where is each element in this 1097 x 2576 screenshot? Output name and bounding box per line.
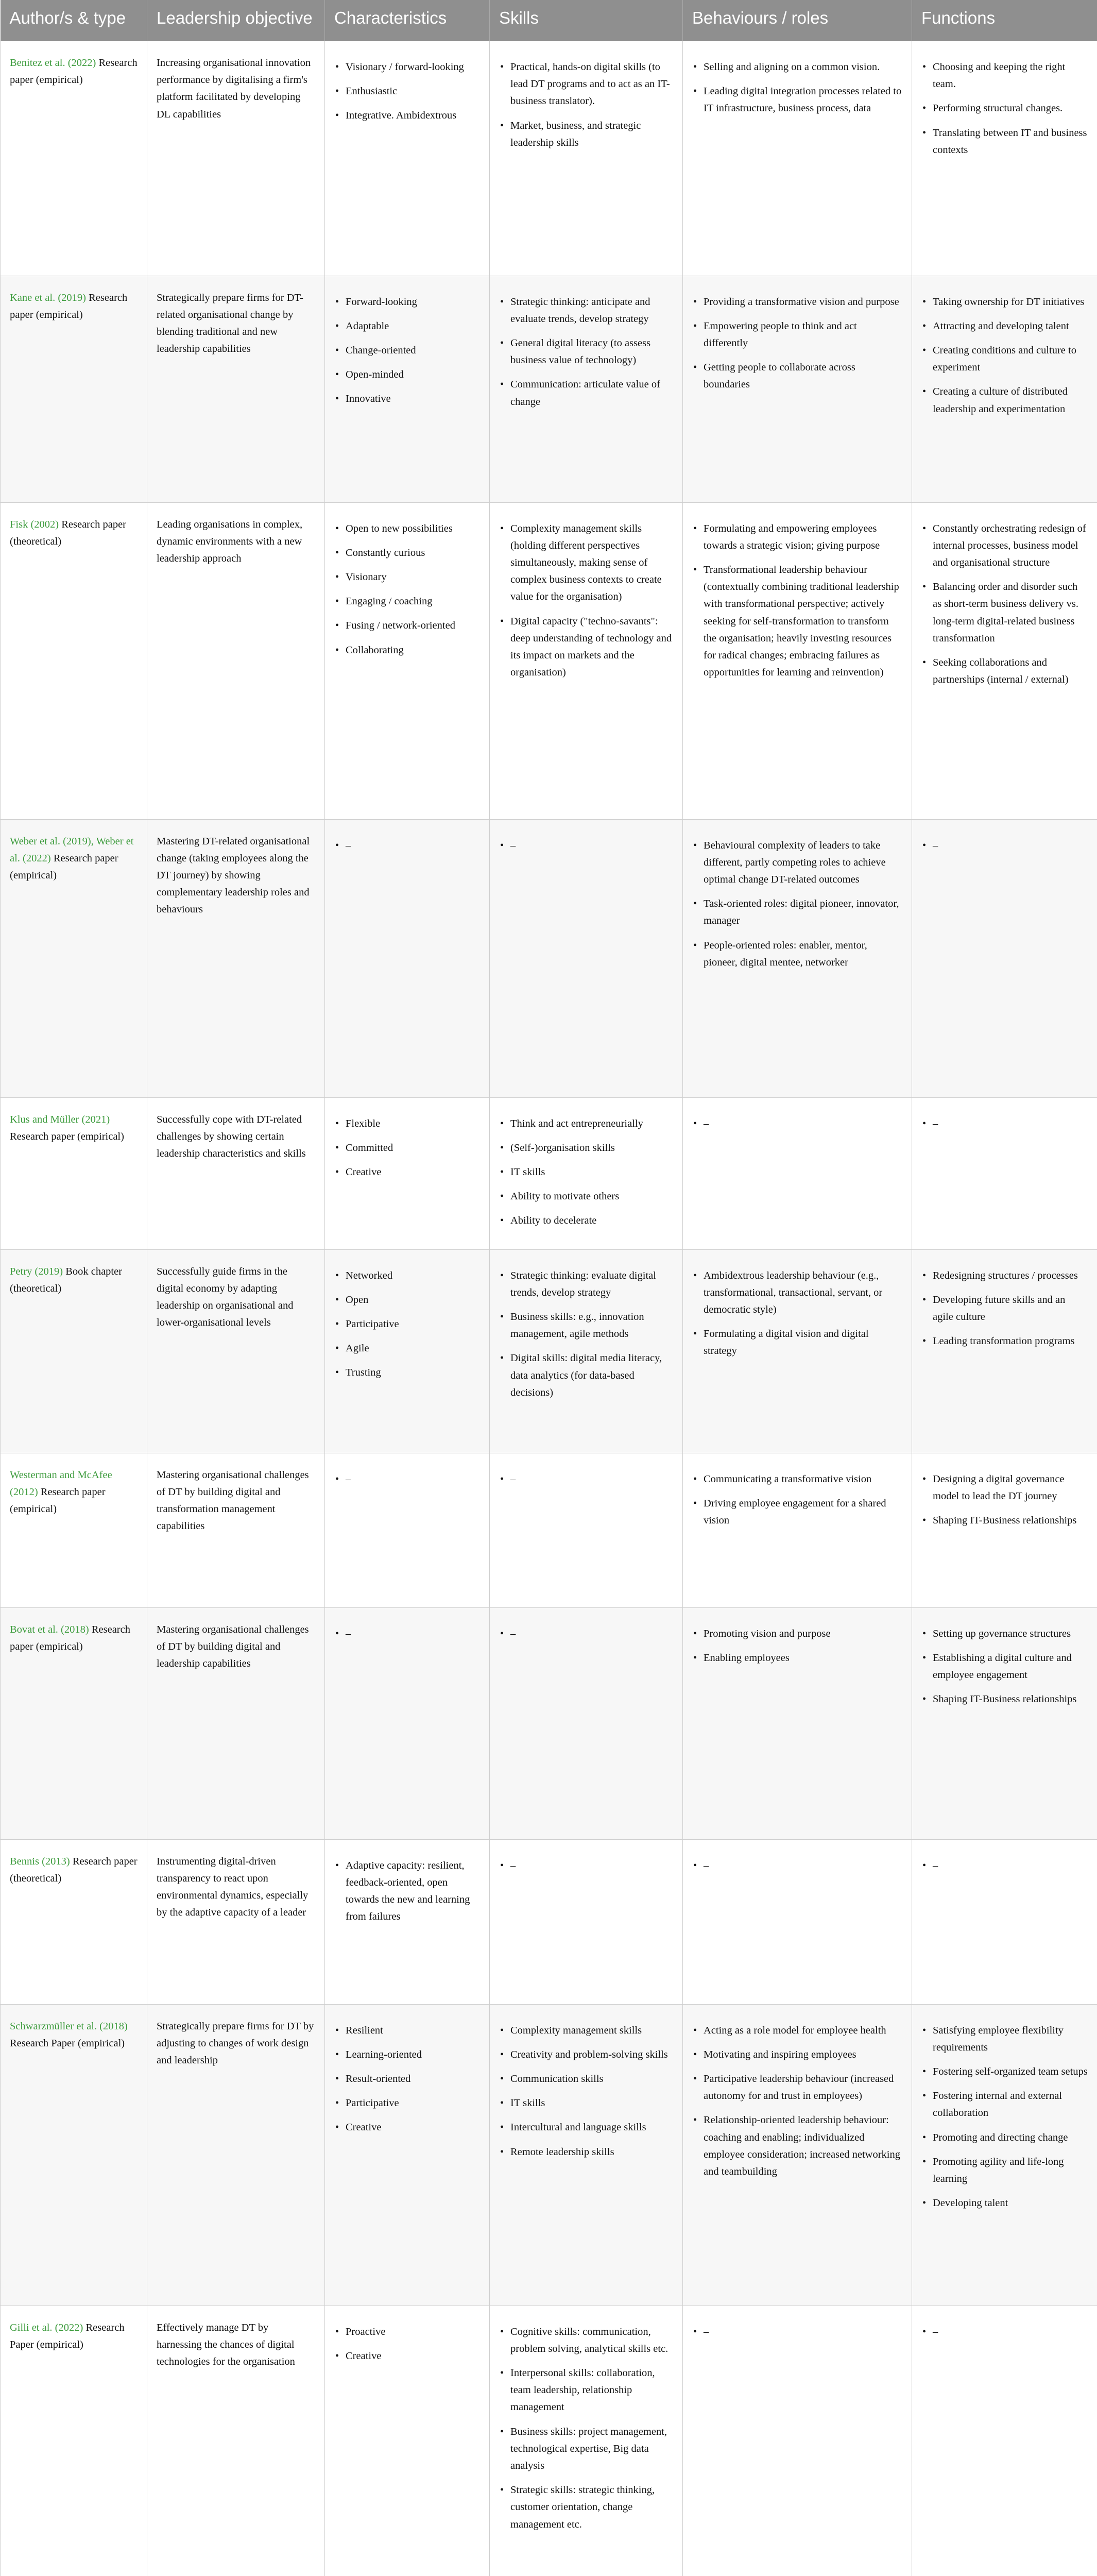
- publication-type: Research paper (empirical): [10, 1623, 130, 1652]
- behaviours-cell: [683, 819, 912, 1097]
- behaviours-cell: [683, 2004, 912, 2306]
- skills-cell: [490, 1097, 683, 1249]
- list-item: • Remote leadership skills: [499, 2144, 673, 2161]
- skills-list: [499, 520, 673, 682]
- functions-cell: [912, 41, 1097, 276]
- skills-list: [499, 59, 673, 151]
- skills-cell: [490, 1453, 683, 1607]
- list-item: • Practical, hands-on digital skills (to lead DT programs and to act as an IT-business translator).: [499, 59, 673, 110]
- author-type-cell: [1, 2306, 147, 2576]
- table-row: [1, 41, 1097, 276]
- list-item: • Ambidextrous leadership behaviour (e.g., transformational, transactional, servant, or democratic style): [692, 1267, 902, 1319]
- list-item: • –: [921, 837, 1088, 854]
- behaviours-cell: [683, 1839, 912, 2004]
- skills-list: [499, 1625, 673, 1642]
- list-item: • Business skills: project management, technological expertise, Big data analysis: [499, 2424, 673, 2475]
- list-item: • Formulating a digital vision and digital strategy: [692, 1326, 902, 1360]
- list-item: • Resilient: [334, 2022, 480, 2039]
- table-row: [1, 1607, 1097, 1839]
- list-item: • Digital skills: digital media literacy, data analytics (for data-based decisions): [499, 1350, 673, 1401]
- list-item: • Forward-looking: [334, 294, 480, 311]
- functions-cell: [912, 276, 1097, 502]
- list-item: • –: [692, 1115, 902, 1132]
- characteristics-list: [334, 520, 480, 659]
- characteristics-list: [334, 294, 480, 408]
- author-type-cell: [1, 41, 147, 276]
- list-item: • Creative: [334, 2348, 480, 2365]
- list-item: • Adaptable: [334, 318, 480, 335]
- skills-cell: [490, 819, 683, 1097]
- functions-cell: [912, 1097, 1097, 1249]
- skills-cell: [490, 276, 683, 502]
- publication-type: Research paper (empirical): [10, 1486, 106, 1515]
- list-item: • Constantly curious: [334, 545, 480, 562]
- list-item: • Seeking collaborations and partnerships (internal / external): [921, 654, 1088, 688]
- list-item: • Interpersonal skills: collaboration, team leadership, relationship management: [499, 2365, 673, 2416]
- author-type-cell: [1, 1453, 147, 1607]
- list-item: • Think and act entrepreneurially: [499, 1115, 673, 1132]
- header-functions: Functions: [912, 0, 1097, 41]
- list-item: • Integrative. Ambidextrous: [334, 107, 480, 124]
- author-type-cell: [1, 276, 147, 502]
- list-item: • IT skills: [499, 2095, 673, 2112]
- behaviours-list: [692, 837, 902, 971]
- list-item: • Visionary / forward-looking: [334, 59, 480, 76]
- behaviours-list: [692, 1115, 902, 1132]
- characteristics-cell: [325, 1453, 490, 1607]
- list-item: • Redesigning structures / processes: [921, 1267, 1088, 1284]
- list-item: • Fusing / network-oriented: [334, 617, 480, 634]
- citation-link[interactable]: Gilli et al. (2022): [10, 2321, 83, 2333]
- table-header: [1, 0, 1097, 41]
- list-item: • Collaborating: [334, 642, 480, 659]
- functions-cell: [912, 1607, 1097, 1839]
- functions-list: [921, 1471, 1088, 1530]
- list-item: • Participative: [334, 2095, 480, 2112]
- characteristics-list: [334, 59, 480, 125]
- list-item: • Communication skills: [499, 2071, 673, 2088]
- citation-link[interactable]: Weber et al. (2019), Weber et al. (2022): [10, 835, 134, 864]
- characteristics-list: [334, 1857, 480, 1926]
- leadership-objective-cell: Strategically prepare firms for DT by adjusting to changes of work design and leadership: [147, 2004, 325, 2306]
- citation-link[interactable]: Benitez et al. (2022): [10, 57, 96, 69]
- header-skills: Skills: [490, 0, 683, 41]
- citation-link[interactable]: Kane et al. (2019): [10, 292, 86, 303]
- table-row: [1, 819, 1097, 1097]
- list-item: • Proactive: [334, 2324, 480, 2341]
- skills-list: [499, 1115, 673, 1230]
- list-item: • –: [334, 1625, 480, 1642]
- list-item: • Developing talent: [921, 2195, 1088, 2212]
- behaviours-list: [692, 2324, 902, 2341]
- list-item: • Adaptive capacity: resilient, feedback-oriented, open towards the new and learning from failures: [334, 1857, 480, 1926]
- characteristics-list: [334, 2022, 480, 2137]
- list-item: • –: [499, 837, 673, 854]
- list-item: • Balancing order and disorder such as short-term business delivery vs. long-term digital-related business transformation: [921, 579, 1088, 647]
- behaviours-list: [692, 2022, 902, 2181]
- list-item: • General digital literacy (to assess business value of technology): [499, 335, 673, 369]
- behaviours-list: [692, 1471, 902, 1530]
- author-type-cell: [1, 1097, 147, 1249]
- list-item: • –: [921, 1115, 1088, 1132]
- leadership-objective-cell: Effectively manage DT by harnessing the chances of digital technologies for the organisation: [147, 2306, 325, 2576]
- behaviours-cell: [683, 1607, 912, 1839]
- author-type-cell: [1, 1249, 147, 1453]
- list-item: • Open to new possibilities: [334, 520, 480, 537]
- characteristics-cell: [325, 1097, 490, 1249]
- list-item: • Participative: [334, 1316, 480, 1333]
- characteristics-cell: [325, 1839, 490, 2004]
- list-item: • –: [692, 1857, 902, 1874]
- list-item: • (Self-)organisation skills: [499, 1140, 673, 1157]
- behaviours-list: [692, 294, 902, 394]
- list-item: • Developing future skills and an agile culture: [921, 1292, 1088, 1326]
- skills-cell: [490, 2004, 683, 2306]
- skills-list: [499, 1267, 673, 1401]
- characteristics-cell: [325, 41, 490, 276]
- citation-link[interactable]: Klus and Müller (2021): [10, 1113, 110, 1125]
- publication-type: Research paper (empirical): [10, 852, 118, 881]
- leadership-objective-cell: Strategically prepare firms for DT-related organisational change by blending traditional and new leadership capabilities: [147, 276, 325, 502]
- list-item: • Leading digital integration processes related to IT infrastructure, business process, data: [692, 83, 902, 117]
- list-item: • Constantly orchestrating redesign of internal processes, business model and organisational structure: [921, 520, 1088, 572]
- list-item: • Strategic thinking: anticipate and evaluate trends, develop strategy: [499, 294, 673, 328]
- table-row: [1, 1097, 1097, 1249]
- skills-cell: [490, 502, 683, 819]
- functions-cell: [912, 1839, 1097, 2004]
- list-item: • Task-oriented roles: digital pioneer, innovator, manager: [692, 895, 902, 929]
- list-item: • Driving employee engagement for a shared vision: [692, 1495, 902, 1529]
- list-item: • Translating between IT and business contexts: [921, 125, 1088, 159]
- list-item: • Communicating a transformative vision: [692, 1471, 902, 1488]
- characteristics-cell: [325, 276, 490, 502]
- list-item: • Taking ownership for DT initiatives: [921, 294, 1088, 311]
- list-item: • Leading transformation programs: [921, 1333, 1088, 1350]
- list-item: • Strategic thinking: evaluate digital trends, develop strategy: [499, 1267, 673, 1301]
- behaviours-cell: [683, 1249, 912, 1453]
- list-item: • Creating a culture of distributed leadership and experimentation: [921, 383, 1088, 417]
- author-type-cell: [1, 2004, 147, 2306]
- skills-cell: [490, 41, 683, 276]
- list-item: • Creative: [334, 1164, 480, 1181]
- author-type-cell: [1, 502, 147, 819]
- skills-list: [499, 1857, 673, 1874]
- list-item: • People-oriented roles: enabler, mentor, pioneer, digital mentee, networker: [692, 937, 902, 971]
- functions-list: [921, 1267, 1088, 1350]
- list-item: • Agile: [334, 1340, 480, 1357]
- publication-type: Research Paper (empirical): [10, 2321, 125, 2350]
- publication-type: Research paper (empirical): [10, 292, 128, 320]
- functions-list: [921, 1115, 1088, 1132]
- functions-list: [921, 837, 1088, 854]
- list-item: • Creative: [334, 2119, 480, 2136]
- functions-cell: [912, 1249, 1097, 1453]
- functions-list: [921, 1857, 1088, 1874]
- list-item: • Creating conditions and culture to experiment: [921, 342, 1088, 376]
- list-item: • –: [499, 1471, 673, 1488]
- list-item: • Visionary: [334, 569, 480, 586]
- publication-type: Research Paper (empirical): [10, 2037, 125, 2049]
- list-item: • Communication: articulate value of change: [499, 376, 673, 410]
- list-item: • Enabling employees: [692, 1650, 902, 1667]
- characteristics-cell: [325, 502, 490, 819]
- functions-list: [921, 1625, 1088, 1708]
- leadership-objective-cell: Successfully guide firms in the digital economy by adapting leadership on organisational and lower-organisational levels: [147, 1249, 325, 1453]
- header-leadership-objective: Leadership objective: [147, 0, 325, 41]
- table-body: [1, 41, 1097, 2576]
- table-row: [1, 2004, 1097, 2306]
- list-item: • Attracting and developing talent: [921, 318, 1088, 335]
- behaviours-list: [692, 1857, 902, 1874]
- list-item: • Result-oriented: [334, 2071, 480, 2088]
- list-item: • Cognitive skills: communication, problem solving, analytical skills etc.: [499, 2324, 673, 2358]
- list-item: • Motivating and inspiring employees: [692, 2046, 902, 2063]
- functions-cell: [912, 502, 1097, 819]
- publication-type: Book chapter (theoretical): [10, 1265, 123, 1294]
- table-row: [1, 1839, 1097, 2004]
- skills-cell: [490, 1249, 683, 1453]
- functions-list: [921, 59, 1088, 159]
- characteristics-list: [334, 1625, 480, 1642]
- list-item: • Empowering people to think and act differently: [692, 318, 902, 352]
- characteristics-cell: [325, 2004, 490, 2306]
- list-item: • Promoting vision and purpose: [692, 1625, 902, 1642]
- list-item: • Strategic skills: strategic thinking, customer orientation, change management etc.: [499, 2482, 673, 2533]
- list-item: • Relationship-oriented leadership behaviour: coaching and enabling; individualized employee consideration; increased networking and teambuilding: [692, 2112, 902, 2180]
- skills-list: [499, 837, 673, 854]
- behaviours-list: [692, 59, 902, 117]
- list-item: • Learning-oriented: [334, 2046, 480, 2063]
- list-item: • Promoting agility and life-long learning: [921, 2154, 1088, 2188]
- list-item: • Behavioural complexity of leaders to take different, partly competing roles to achieve optimal change DT-related outcomes: [692, 837, 902, 889]
- list-item: • Trusting: [334, 1364, 480, 1381]
- table-row: [1, 502, 1097, 819]
- list-item: • Selling and aligning on a common vision.: [692, 59, 902, 76]
- behaviours-cell: [683, 41, 912, 276]
- list-item: • Intercultural and language skills: [499, 2119, 673, 2136]
- characteristics-cell: [325, 2306, 490, 2576]
- list-item: • Flexible: [334, 1115, 480, 1132]
- leadership-objective-cell: Increasing organisational innovation performance by digitalising a firm's platform facilitated by developing DL capabilities: [147, 41, 325, 276]
- functions-list: [921, 2324, 1088, 2341]
- leadership-objective-cell: Mastering organisational challenges of DT by building digital and leadership capabilities: [147, 1607, 325, 1839]
- characteristics-cell: [325, 1249, 490, 1453]
- list-item: • Ability to motivate others: [499, 1188, 673, 1205]
- header-characteristics: Characteristics: [325, 0, 490, 41]
- citation-link[interactable]: Westerman and McAfee (2012): [10, 1469, 112, 1498]
- list-item: • Committed: [334, 1140, 480, 1157]
- functions-cell: [912, 1453, 1097, 1607]
- list-item: • Establishing a digital culture and employee engagement: [921, 1650, 1088, 1684]
- functions-list: [921, 520, 1088, 689]
- characteristics-cell: [325, 1607, 490, 1839]
- author-type-cell: [1, 1839, 147, 2004]
- list-item: • Change-oriented: [334, 342, 480, 359]
- table-row: [1, 2306, 1097, 2576]
- list-item: • Formulating and empowering employees towards a strategic vision; giving purpose: [692, 520, 902, 554]
- author-type-cell: [1, 1607, 147, 1839]
- list-item: • Fostering internal and external collaboration: [921, 2088, 1088, 2122]
- list-item: • Creativity and problem-solving skills: [499, 2046, 673, 2063]
- skills-list: [499, 2324, 673, 2533]
- behaviours-cell: [683, 1453, 912, 1607]
- leadership-objective-cell: Instrumenting digital-driven transparency to react upon environmental dynamics, especially by the adaptive capacity of a leader: [147, 1839, 325, 2004]
- list-item: • –: [921, 1857, 1088, 1874]
- list-item: • IT skills: [499, 1164, 673, 1181]
- characteristics-list: [334, 2324, 480, 2365]
- list-item: • Open-minded: [334, 366, 480, 383]
- publication-type: Research paper (theoretical): [10, 518, 127, 547]
- list-item: • Choosing and keeping the right team.: [921, 59, 1088, 93]
- citation-link[interactable]: Schwarzmüller et al. (2018): [10, 2020, 128, 2032]
- list-item: • Transformational leadership behaviour (contextually combining traditional leadership with transformational perspective; actively seeking for self-transformation to transform the organisation; heavily investing resources for radical changes; embracing failures as opportunities for learning and reinvention): [692, 562, 902, 681]
- leadership-objective-cell: Leading organisations in complex, dynamic environments with a new leadership approach: [147, 502, 325, 819]
- functions-cell: [912, 2004, 1097, 2306]
- list-item: • Business skills: e.g., innovation management, agile methods: [499, 1309, 673, 1343]
- functions-cell: [912, 2306, 1097, 2576]
- list-item: • Innovative: [334, 391, 480, 408]
- list-item: • Getting people to collaborate across boundaries: [692, 359, 902, 393]
- list-item: • Fostering self-organized team setups: [921, 2063, 1088, 2080]
- leadership-objective-cell: Mastering DT-related organisational change (taking employees along the DT journey) by showing complementary leadership roles and behaviours: [147, 819, 325, 1097]
- table-row: [1, 276, 1097, 502]
- list-item: • Setting up governance structures: [921, 1625, 1088, 1642]
- list-item: • Open: [334, 1292, 480, 1309]
- behaviours-list: [692, 520, 902, 682]
- functions-list: [921, 2022, 1088, 2212]
- behaviours-list: [692, 1625, 902, 1667]
- list-item: • Acting as a role model for employee health: [692, 2022, 902, 2039]
- leadership-objective-cell: Successfully cope with DT-related challenges by showing certain leadership characteristics and skills: [147, 1097, 325, 1249]
- citation-link[interactable]: Petry (2019): [10, 1265, 63, 1277]
- list-item: • Shaping IT-Business relationships: [921, 1512, 1088, 1529]
- citation-link[interactable]: Bovat et al. (2018): [10, 1623, 89, 1635]
- behaviours-cell: [683, 2306, 912, 2576]
- skills-list: [499, 1471, 673, 1488]
- list-item: • –: [499, 1625, 673, 1642]
- functions-cell: [912, 819, 1097, 1097]
- table-row: [1, 1249, 1097, 1453]
- list-item: • Performing structural changes.: [921, 100, 1088, 117]
- publication-type: Research paper (empirical): [10, 57, 138, 86]
- list-item: • –: [499, 1857, 673, 1874]
- characteristics-list: [334, 1267, 480, 1382]
- citation-link[interactable]: Bennis (2013): [10, 1855, 70, 1867]
- citation-link[interactable]: Fisk (2002): [10, 518, 59, 530]
- behaviours-cell: [683, 276, 912, 502]
- characteristics-cell: [325, 819, 490, 1097]
- list-item: • Networked: [334, 1267, 480, 1284]
- list-item: • Promoting and directing change: [921, 2129, 1088, 2146]
- list-item: • Complexity management skills (holding different perspectives simultaneously, making sense of complex business contexts to create value for the organisation): [499, 520, 673, 606]
- list-item: • Complexity management skills: [499, 2022, 673, 2039]
- characteristics-list: [334, 1115, 480, 1181]
- leadership-objective-cell: Mastering organisational challenges of DT by building digital and transformation management capabilities: [147, 1453, 325, 1607]
- list-item: • Providing a transformative vision and purpose: [692, 294, 902, 311]
- behaviours-list: [692, 1267, 902, 1360]
- publication-type: Research paper (theoretical): [10, 1855, 138, 1884]
- list-item: • Designing a digital governance model to lead the DT journey: [921, 1471, 1088, 1505]
- behaviours-cell: [683, 502, 912, 819]
- list-item: • Shaping IT-Business relationships: [921, 1691, 1088, 1708]
- characteristics-list: [334, 1471, 480, 1488]
- publication-type: Research paper (empirical): [10, 1130, 124, 1142]
- list-item: • Ability to decelerate: [499, 1212, 673, 1229]
- functions-list: [921, 294, 1088, 418]
- header-author-type: Author/s & type: [1, 0, 147, 41]
- list-item: • Digital capacity ("techno-savants": deep understanding of technology and its impact on markets and the organisation): [499, 613, 673, 682]
- list-item: • –: [921, 2324, 1088, 2341]
- characteristics-list: [334, 837, 480, 854]
- skills-cell: [490, 1839, 683, 2004]
- list-item: • Engaging / coaching: [334, 593, 480, 610]
- list-item: • Enthusiastic: [334, 83, 480, 100]
- list-item: • –: [692, 2324, 902, 2341]
- header-behaviours-roles: Behaviours / roles: [683, 0, 912, 41]
- skills-list: [499, 294, 673, 411]
- skills-cell: [490, 1607, 683, 1839]
- behaviours-cell: [683, 1097, 912, 1249]
- list-item: • Market, business, and strategic leadership skills: [499, 117, 673, 151]
- skills-list: [499, 2022, 673, 2161]
- list-item: • Satisfying employee flexibility requirements: [921, 2022, 1088, 2056]
- list-item: • –: [334, 1471, 480, 1488]
- list-item: • –: [334, 837, 480, 854]
- list-item: • Participative leadership behaviour (increased autonomy for and trust in employees): [692, 2071, 902, 2105]
- skills-cell: [490, 2306, 683, 2576]
- header-row: [1, 0, 1097, 41]
- author-type-cell: [1, 819, 147, 1097]
- table-row: [1, 1453, 1097, 1607]
